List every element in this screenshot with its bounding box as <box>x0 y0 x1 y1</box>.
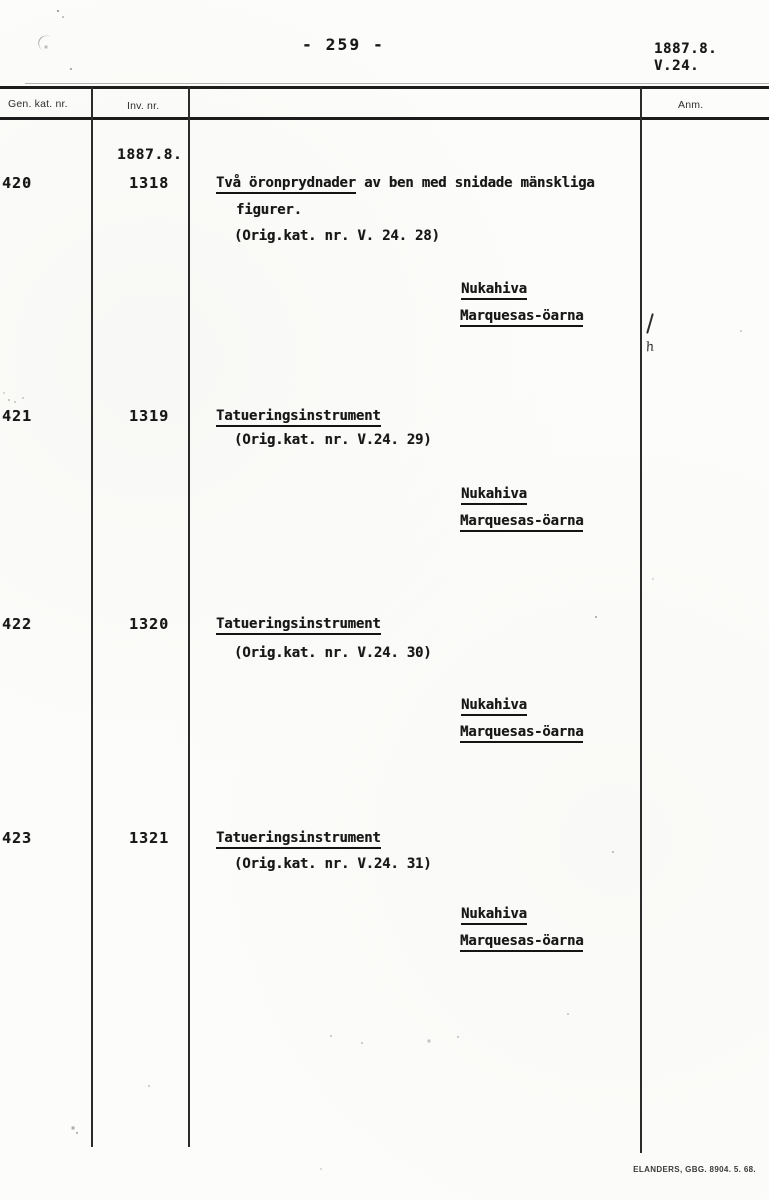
table-top-rule <box>0 86 769 89</box>
printer-mark: ELANDERS, GBG. 8904. 5. 68. <box>633 1165 756 1174</box>
locality-1: Nukahiva <box>461 486 527 502</box>
inv-nr: 1321 <box>129 829 170 847</box>
gen-kat-nr: 421 <box>2 407 33 425</box>
orig-kat-ref: (Orig.kat. nr. V.24. 31) <box>234 856 432 872</box>
gen-kat-nr: 420 <box>2 174 33 192</box>
column-header-gen-kat-nr: Gen. kat. nr. <box>8 98 68 110</box>
item-title: Tatueringsinstrument <box>216 616 381 632</box>
table-top-rule-shadow <box>25 83 769 84</box>
item-title: Tatueringsinstrument <box>216 830 381 846</box>
column-divider-1 <box>91 87 93 1147</box>
locality-1: Nukahiva <box>461 697 527 713</box>
gen-kat-nr: 423 <box>2 829 33 847</box>
item-title-rest: av ben med snidade mänskliga <box>355 175 595 191</box>
locality-1: Nukahiva <box>461 906 527 922</box>
table-header-rule <box>0 117 769 120</box>
locality-2: Marquesas-öarna <box>460 513 583 529</box>
column-header-anm: Anm. <box>678 99 704 111</box>
orig-kat-ref: (Orig.kat. nr. V.24. 30) <box>234 645 432 661</box>
inv-nr: 1319 <box>129 407 170 425</box>
column-header-inv-nr: Inv. nr. <box>127 100 160 112</box>
pencil-mark <box>35 32 59 55</box>
inv-nr: 1320 <box>129 615 170 633</box>
item-title-underlined: Två öronprydnader <box>216 175 356 194</box>
locality-2: Marquesas-öarna <box>460 308 583 324</box>
item-title <box>216 175 595 191</box>
group-heading: 1887.8. <box>117 147 183 163</box>
locality-1: Nukahiva <box>461 281 527 297</box>
page-number: - 259 - <box>302 35 385 54</box>
item-title-line2: figurer. <box>236 202 302 218</box>
locality-2: Marquesas-öarna <box>460 724 583 740</box>
column-divider-2 <box>188 87 190 1147</box>
handwritten-squiggle-mark: h <box>644 339 656 356</box>
gen-kat-nr: 422 <box>2 615 33 633</box>
inv-nr: 1318 <box>129 174 170 192</box>
handwritten-slash-mark <box>646 313 654 334</box>
orig-kat-ref: (Orig.kat. nr. V.24. 29) <box>234 432 432 448</box>
orig-kat-ref: (Orig.kat. nr. V. 24. 28) <box>234 228 440 244</box>
column-divider-3 <box>640 87 642 1153</box>
catalog-ref-line2: V.24. <box>654 58 700 74</box>
item-title: Tatueringsinstrument <box>216 408 381 424</box>
locality-2: Marquesas-öarna <box>460 933 583 949</box>
catalog-ref-line1: 1887.8. <box>654 41 718 57</box>
scan-speckles <box>0 0 2 2</box>
